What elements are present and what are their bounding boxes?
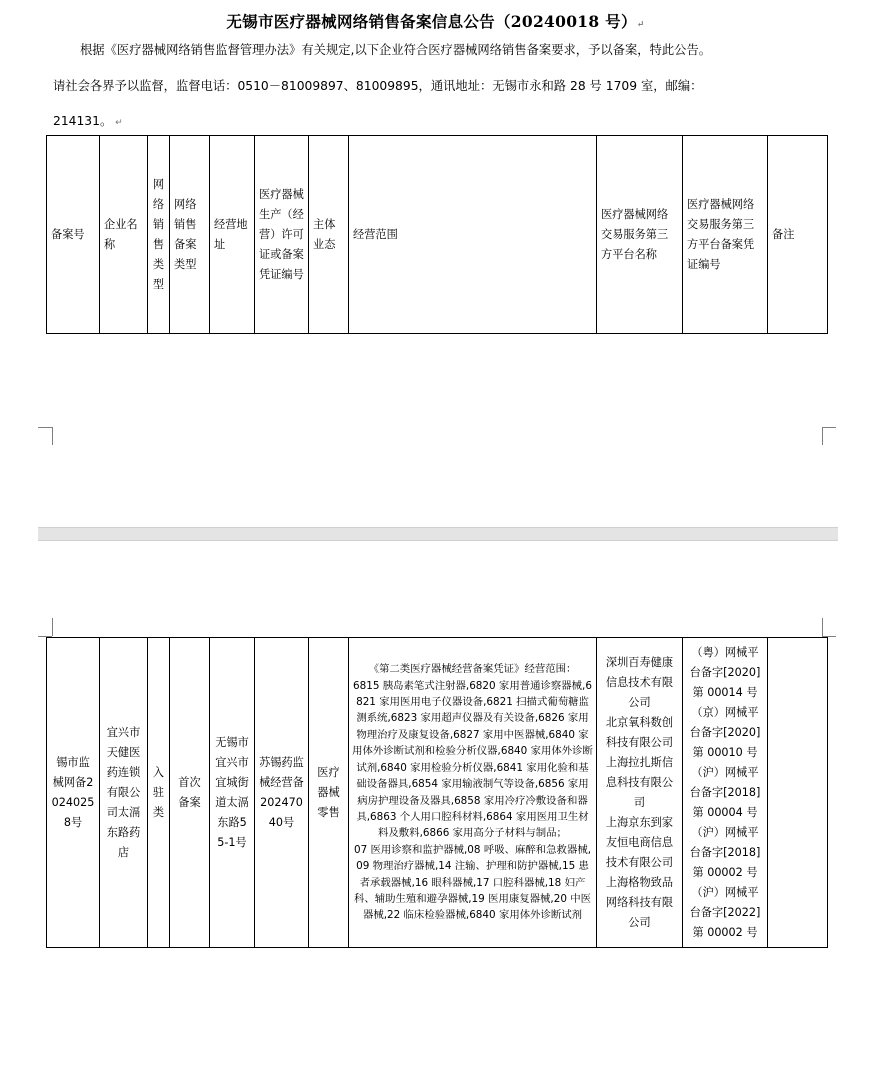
cell-remark (768, 638, 828, 948)
page-gap (38, 527, 838, 541)
crop-mark (38, 618, 52, 637)
page-title: 无锡市医疗器械网络销售备案信息公告（20240018 号）↵ (226, 12, 645, 31)
data-table (46, 637, 828, 948)
header-sales-type: 网络销售类型 (148, 136, 170, 334)
platform-cert: （京）网械平台备字[2020]第 00010 号 (689, 705, 761, 759)
scope-intro: 《第二类医疗器械经营备案凭证》经营范围： (368, 663, 577, 676)
cell-record-no: 锡市监械网备20240258号 (47, 638, 100, 948)
cell-platform-names (597, 638, 683, 948)
header-platform-name: 医疗器械网络交易服务第三方平台名称 (597, 136, 683, 334)
header-address: 经营地址 (210, 136, 255, 334)
postal-code: 214131。 ↵ (53, 114, 123, 128)
crop-mark (52, 427, 65, 445)
header-record-no: 备案号 (47, 136, 100, 334)
crop-mark (52, 618, 65, 636)
cell-company: 宜兴市天健医药连锁有限公司太滆东路药店 (100, 638, 148, 948)
crop-mark (38, 427, 52, 446)
header-platform-cert: 医疗器械网络交易服务第三方平台备案凭证编号 (683, 136, 768, 334)
cell-sales-type: 入驻类 (148, 638, 170, 948)
header-license: 医疗器械生产（经营）许可证或备案凭证编号 (255, 136, 309, 334)
scope-part-1: 6815 胰岛素笔式注射器,6820 家用普通诊察器械,6821 家用医用电子仪器设备,6821 扫描式葡萄糖监测系统,6823 家用超声仪器及有关设备,6826 家用物理治疗及康复设备,6827 家用中医器械,6840 家用体外诊断试剂和检验分析仪器,6840 家用体外诊断试剂,6840 家用检验分析仪器,6841 家用化验和基础设备器具,6854 家用输液制气等设备,6856 家用病房护理设备及器具,6858 家用冷疗冷敷设备和器具,6863 个人用口腔科材料,6864 家用医用卫生材料及敷料,6866 家用高分子材料与制品； (352, 679, 593, 840)
table-row (47, 638, 828, 948)
crop-mark (822, 618, 835, 636)
crop-mark (822, 427, 835, 445)
header-record-type: 网络销售备案类型 (170, 136, 210, 334)
header-company: 企业名称 (100, 136, 148, 334)
platform-cert: （沪）网械平台备字[2018]第 00004 号 (689, 765, 761, 819)
header-scope: 经营范围 (349, 136, 597, 334)
cell-license: 苏锡药监械经营备20247040号 (255, 638, 309, 948)
platform-name: 北京氧科数创科技有限公司 (605, 715, 674, 749)
platform-cert: （沪）网械平台备字[2018]第 00002 号 (689, 825, 761, 879)
platform-cert: （沪）网械平台备字[2022]第 00002 号 (689, 885, 761, 939)
header-business: 主体业态 (309, 136, 349, 334)
cell-business: 医疗器械零售 (309, 638, 349, 948)
scope-part-2: 07 医用诊察和监护器械,08 呼吸、麻醉和急救器械,09 物理治疗器械,14 注输、护理和防护器械,15 患者承载器械,16 眼科器械,17 口腔科器械,18 妇产科、辅助生殖和避孕器械,19 医用康复器械,20 中医器械,22 临床检验器械,6840 家用体外诊断试剂 (353, 843, 592, 922)
platform-name: 上海格物致品网络科技有限公司 (605, 875, 674, 929)
cell-scope (349, 638, 597, 948)
header-remark: 备注 (768, 136, 828, 334)
cell-address: 无锡市宜兴市宜城街道太滆东路55-1号 (210, 638, 255, 948)
platform-name: 上海拉扎斯信息科技有限公司 (605, 755, 674, 809)
platform-name: 深圳百寿健康信息技术有限公司 (605, 655, 674, 709)
cell-record-type: 首次备案 (170, 638, 210, 948)
intro-paragraph: 根据《医疗器械网络销售监督管理办法》有关规定,以下企业符合医疗器械网络销售备案要求，予以备案，特此公告。 (80, 43, 712, 57)
cell-platform-certs (683, 638, 768, 948)
platform-cert: （粤）网械平台备字[2020]第 00014 号 (689, 645, 761, 699)
platform-name: 上海京东到家友恒电商信息技术有限公司 (605, 815, 674, 869)
header-table (46, 135, 828, 334)
supervision-info: 请社会各界予以监督，监督电话：0510－81009897、81009895，通讯地址：无锡市永和路 28 号 1709 室，邮编： (53, 79, 703, 93)
